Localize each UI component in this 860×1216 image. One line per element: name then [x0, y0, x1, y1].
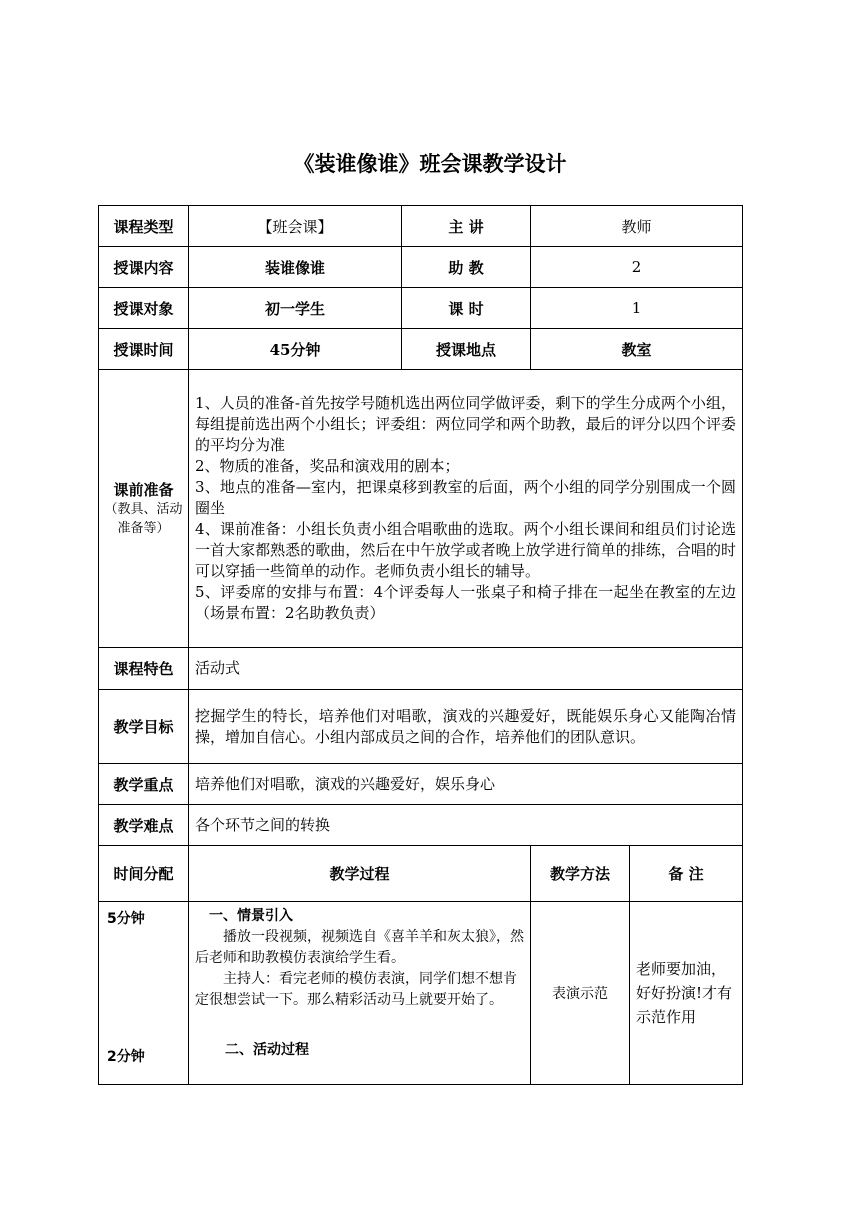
- row-goal: [99, 690, 743, 764]
- section-activity-title: 二、活动过程: [225, 1042, 309, 1058]
- feature-label: 课程特色: [99, 648, 189, 690]
- preparation-item: 1、人员的准备-首先按学号随机选出两位同学做评委，剩下的学生分成两个小组，每组提前选出两个小组长；评委组：两位同学和两个助教，最后的评分以四个评委的平均分为准: [195, 394, 737, 454]
- teaching-method-value: 表演示范: [531, 902, 630, 1085]
- section-intro-title: 一、情景引入: [209, 908, 293, 924]
- row-audience: [99, 288, 743, 329]
- row-difficulty: [99, 805, 743, 846]
- row-key-point: [99, 764, 743, 805]
- teaching-process-cell: [189, 902, 531, 1085]
- row-preparation: [99, 370, 743, 648]
- preparation-label-cell: [99, 370, 189, 648]
- preparation-item: 2、物质的准备，奖品和演戏用的剧本；: [195, 457, 460, 475]
- preparation-item: 5、评委席的安排与布置：4个评委每人一张桌子和椅子排在一起坐在教室的左边（场景布置：2名助教负责）: [195, 583, 737, 622]
- time-value: 45分钟: [189, 329, 402, 370]
- note-value: 老师要加油，好好扮演!才有示范作用: [630, 902, 743, 1085]
- feature-value: 活动式: [189, 648, 743, 690]
- difficulty-value: 各个环节之间的转换: [189, 805, 743, 846]
- course-type-value: 【班会课】: [189, 206, 402, 247]
- document-title: 《装谁像谁》班会课教学设计: [293, 152, 567, 176]
- time-allocation-cell: [99, 902, 189, 1085]
- row-time: [99, 329, 743, 370]
- audience-label: 授课对象: [99, 288, 189, 329]
- lecturer-value: 教师: [531, 206, 743, 247]
- place-label: 授课地点: [402, 329, 531, 370]
- time-allocation-2: 2分钟: [107, 1049, 145, 1065]
- lesson-plan-table: [98, 205, 743, 1085]
- preparation-content: [189, 370, 743, 648]
- lecturer-label: 主 讲: [402, 206, 531, 247]
- difficulty-label: 教学难点: [99, 805, 189, 846]
- preparation-label: 课前准备: [113, 481, 174, 499]
- goal-label: 教学目标: [99, 690, 189, 764]
- key-point-label: 教学重点: [99, 764, 189, 805]
- course-type-label: 课程类型: [99, 206, 189, 247]
- row-content: [99, 247, 743, 288]
- time-allocation-header: 时间分配: [99, 846, 189, 902]
- row-feature: [99, 648, 743, 690]
- teaching-method-header: 教学方法: [531, 846, 630, 902]
- preparation-sublabel: （教具、活动准备等）: [104, 502, 183, 536]
- audience-value: 初一学生: [189, 288, 402, 329]
- key-point-value: 培养他们对唱歌，演戏的兴趣爱好，娱乐身心: [189, 764, 743, 805]
- time-allocation-1: 5分钟: [107, 911, 145, 927]
- time-label: 授课时间: [99, 329, 189, 370]
- hours-label: 课 时: [402, 288, 531, 329]
- process-row: [99, 902, 743, 1085]
- process-header-row: [99, 846, 743, 902]
- preparation-item: 3、地点的准备—室内，把课桌移到教室的后面，两个小组的同学分别围成一个圆圈坐: [195, 478, 737, 517]
- section-intro-paragraph: 播放一段视频，视频选自《喜羊羊和灰太狼》，然后老师和助教模仿表演给学生看。: [195, 929, 524, 966]
- place-value: 教室: [531, 329, 743, 370]
- preparation-item: 4、课前准备：小组长负责小组合唱歌曲的选取。两个小组长课间和组员们讨论选一首大家都熟悉的歌曲，然后在中午放学或者晚上放学进行简单的排练，合唱的时可以穿插一些简单的动作。老师负责小组长的辅导。: [195, 520, 737, 580]
- note-header: 备 注: [630, 846, 743, 902]
- host-paragraph: 主持人：看完老师的模仿表演，同学们想不想肯定很想尝试一下。那么精彩活动马上就要开始了。: [195, 971, 517, 1008]
- content-label: 授课内容: [99, 247, 189, 288]
- hours-value: 1: [531, 288, 743, 329]
- row-course-type: [99, 206, 743, 247]
- content-value: 装谁像谁: [189, 247, 402, 288]
- assistant-value: 2: [531, 247, 743, 288]
- teaching-process-header: 教学过程: [189, 846, 531, 902]
- assistant-label: 助 教: [402, 247, 531, 288]
- goal-value: 挖掘学生的特长，培养他们对唱歌，演戏的兴趣爱好，既能娱乐身心又能陶冶情操，增加自信心。小组内部成员之间的合作，培养他们的团队意识。: [189, 690, 743, 764]
